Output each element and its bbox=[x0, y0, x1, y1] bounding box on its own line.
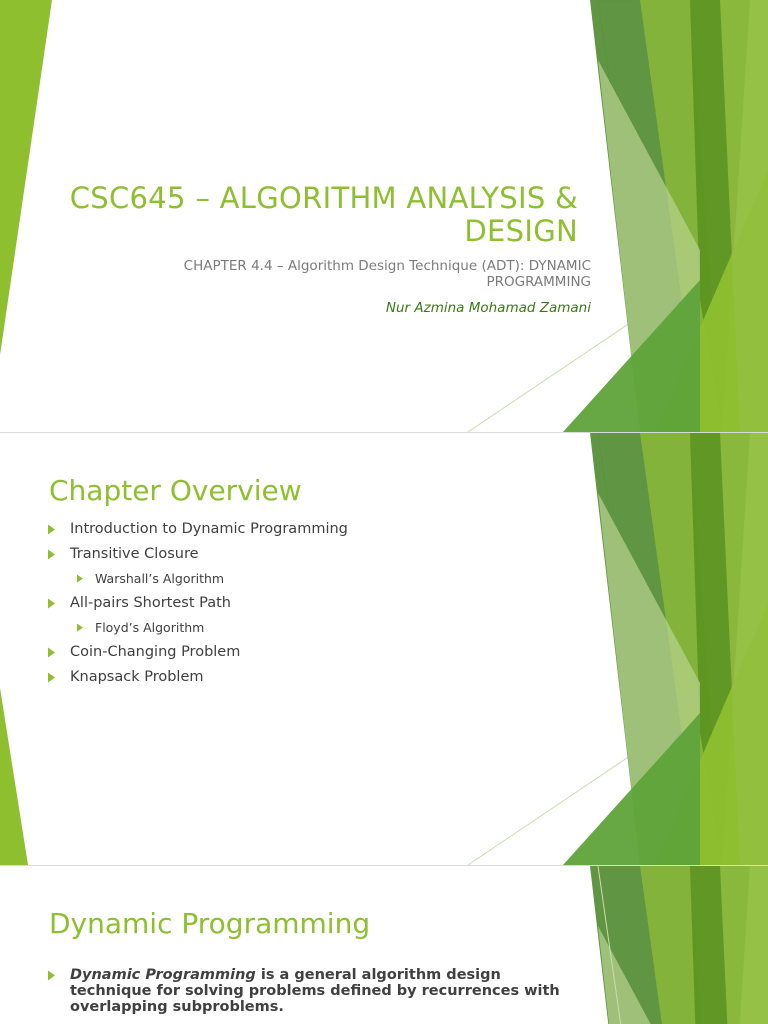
overview-slide bbox=[0, 433, 768, 865]
bullet-arrow-icon bbox=[48, 647, 55, 657]
slide-heading: Dynamic Programming bbox=[49, 907, 371, 940]
bullet-arrow-icon bbox=[48, 524, 55, 534]
list-item: Coin-Changing Problem bbox=[48, 640, 348, 665]
bullet-list bbox=[48, 517, 348, 690]
list-item: Transitive Closure bbox=[48, 542, 348, 567]
sub-list-item: Warshall’s Algorithm bbox=[48, 567, 348, 591]
title-slide bbox=[0, 0, 768, 432]
slide-heading: Chapter Overview bbox=[49, 474, 302, 507]
list-item: All-pairs Shortest Path bbox=[48, 591, 348, 616]
author-name: Nur Azmina Mohamad Zamani bbox=[385, 300, 591, 316]
term-emphasis: Dynamic Programming bbox=[70, 967, 256, 983]
sub-list-item: Floyd’s Algorithm bbox=[48, 616, 348, 640]
bullet-arrow-icon bbox=[48, 971, 55, 981]
slide-subtitle: CHAPTER 4.4 – Algorithm Design Technique (ADT): DYNAMIC PROGRAMMING bbox=[183, 258, 591, 290]
definition-paragraph: Dynamic Programming is a general algorithm design technique for solving problems defined by recurrences with overlapping subproblems. bbox=[48, 967, 570, 1015]
list-item: Introduction to Dynamic Programming bbox=[48, 517, 348, 542]
bullet-arrow-icon bbox=[77, 575, 83, 583]
bullet-arrow-icon bbox=[77, 624, 83, 632]
bullet-arrow-icon bbox=[48, 672, 55, 682]
slide-title: CSC645 – ALGORITHM ANALYSIS & DESIGN bbox=[69, 181, 578, 248]
bullet-arrow-icon bbox=[48, 549, 55, 559]
dynamic-programming-slide bbox=[0, 866, 768, 1024]
list-item: Knapsack Problem bbox=[48, 665, 348, 690]
bullet-arrow-icon bbox=[48, 598, 55, 608]
